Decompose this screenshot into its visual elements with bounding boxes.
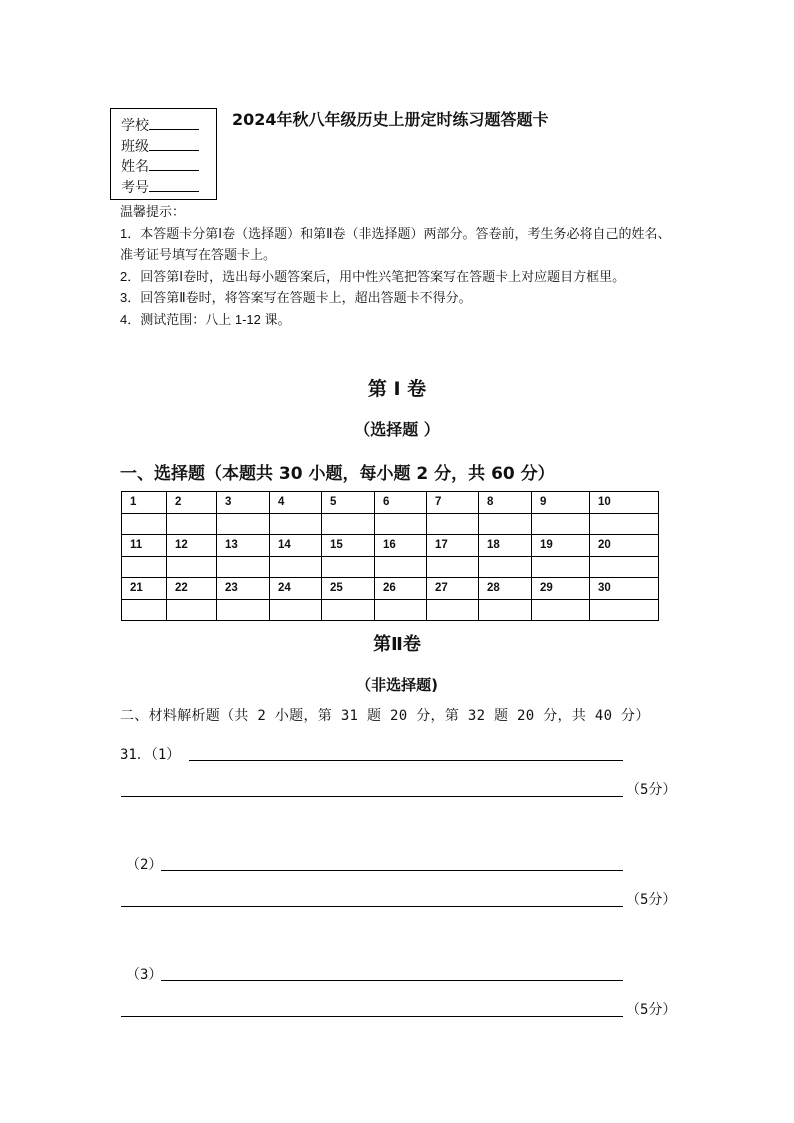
school-field[interactable] (149, 116, 199, 130)
score-label: （5分） (626, 1002, 677, 1018)
question-number-cell: 3 (217, 492, 270, 514)
q31-2-answer-line[interactable] (161, 870, 623, 871)
part2-subtitle: （非选择题) (356, 676, 438, 694)
question-number-cell: 9 (532, 492, 590, 514)
q31-3-label: （3） (126, 967, 163, 983)
part2-title: 第Ⅱ卷 (373, 634, 421, 655)
answer-cell[interactable] (217, 513, 270, 535)
q31-3-answer-line[interactable] (121, 1016, 623, 1017)
question-number-cell: 11 (122, 535, 167, 557)
student-info-box (110, 108, 217, 200)
name-label: 姓名 (121, 158, 149, 174)
notice-line: 2．回答第Ⅰ卷时，选出每小题答案后，用中性兴笔把答案写在答题卡上对应题目方框里。 (120, 268, 626, 284)
part2-section-heading: 二、材料解析题（共 2 小题，第 31 题 20 分，第 32 题 20 分，共 40 分） (120, 708, 650, 724)
q31-1-answer-line[interactable] (189, 760, 623, 761)
page-title: 2024年秋八年级历史上册定时练习题答题卡 (232, 110, 549, 129)
question-number-cell: 12 (167, 535, 217, 557)
question-number-cell: 5 (322, 492, 375, 514)
part1-subtitle: （选择题 ） (354, 420, 440, 439)
class-row (121, 136, 216, 157)
score-label: （5分） (626, 892, 677, 908)
question-number-cell: 17 (427, 535, 479, 557)
question-number-cell: 14 (270, 535, 322, 557)
question-number-cell: 19 (532, 535, 590, 557)
answer-cell[interactable] (375, 556, 427, 578)
question-number-row (122, 578, 659, 600)
answer-cell[interactable] (322, 599, 375, 621)
answer-cell[interactable] (167, 556, 217, 578)
question-number-cell: 29 (532, 578, 590, 600)
notice (120, 201, 680, 330)
exam-no-label: 考号 (121, 178, 149, 195)
q31-1-answer-line[interactable] (121, 796, 623, 797)
answer-grid (121, 491, 659, 621)
class-field[interactable] (149, 137, 199, 151)
answer-cell[interactable] (427, 599, 479, 621)
answer-cell[interactable] (590, 556, 659, 578)
question-number-cell: 23 (217, 578, 270, 600)
notice-heading: 温馨提示： (120, 204, 186, 219)
answer-cell[interactable] (217, 599, 270, 621)
question-number-cell: 16 (375, 535, 427, 557)
question-number-cell: 4 (270, 492, 322, 514)
answer-row (122, 513, 659, 535)
answer-cell[interactable] (167, 599, 217, 621)
question-number-cell: 18 (479, 535, 532, 557)
notice-line: 3．回答第Ⅱ卷时，将答案写在答题卡上，超出答题卡不得分。 (120, 290, 472, 305)
part1-title: 第 I 卷 (367, 378, 427, 400)
question-number-cell: 22 (167, 578, 217, 600)
question-number-cell: 2 (167, 492, 217, 514)
answer-cell[interactable] (532, 513, 590, 535)
answer-cell[interactable] (590, 599, 659, 621)
school-label: 学校 (121, 117, 149, 133)
question-number-cell: 30 (590, 578, 659, 600)
answer-cell[interactable] (532, 599, 590, 621)
question-number-cell: 20 (590, 535, 659, 557)
answer-cell[interactable] (479, 513, 532, 535)
part1-section-heading: 一、选择题（本题共 30 小题，每小题 2 分，共 60 分） (120, 464, 555, 484)
q31-2-label: （2） (126, 857, 163, 873)
score-label: （5分） (626, 782, 677, 798)
answer-cell[interactable] (479, 599, 532, 621)
answer-cell[interactable] (122, 513, 167, 535)
answer-row (122, 599, 659, 621)
question-number-cell: 1 (122, 492, 167, 514)
school-row (121, 115, 216, 136)
answer-cell[interactable] (270, 513, 322, 535)
question-number-cell: 10 (590, 492, 659, 514)
question-number-cell: 21 (122, 578, 167, 600)
answer-cell[interactable] (427, 513, 479, 535)
q31-2-answer-line[interactable] (121, 906, 623, 907)
answer-cell[interactable] (167, 513, 217, 535)
q31-1-label: 31．（1） (120, 747, 181, 763)
answer-cell[interactable] (532, 556, 590, 578)
exam-no-field[interactable] (149, 178, 199, 192)
notice-line: 1．本答题卡分第Ⅰ卷（选择题）和第Ⅱ卷（非选择题）两部分。答卷前，考生务必将自己的姓名、准考证号填写在答题卡上。 (120, 225, 671, 262)
question-number-cell: 15 (322, 535, 375, 557)
question-number-cell: 13 (217, 535, 270, 557)
answer-cell[interactable] (122, 599, 167, 621)
question-number-cell: 7 (427, 492, 479, 514)
class-label: 班级 (121, 137, 149, 154)
answer-cell[interactable] (122, 556, 167, 578)
question-number-cell: 28 (479, 578, 532, 600)
q31-3-answer-line[interactable] (161, 980, 623, 981)
answer-cell[interactable] (375, 513, 427, 535)
question-number-cell: 27 (427, 578, 479, 600)
answer-cell[interactable] (322, 513, 375, 535)
notice-line: 4．测试范围：八上 1-12 课。 (120, 311, 291, 327)
name-field[interactable] (149, 157, 199, 171)
question-number-row (122, 492, 659, 514)
question-number-row (122, 535, 659, 557)
question-number-cell: 25 (322, 578, 375, 600)
answer-cell[interactable] (427, 556, 479, 578)
name-row (121, 156, 216, 177)
answer-cell[interactable] (270, 599, 322, 621)
question-number-cell: 26 (375, 578, 427, 600)
exam-no-row (121, 177, 216, 198)
answer-row (122, 556, 659, 578)
question-number-cell: 8 (479, 492, 532, 514)
answer-cell[interactable] (270, 556, 322, 578)
question-number-cell: 24 (270, 578, 322, 600)
answer-cell[interactable] (217, 556, 270, 578)
answer-cell[interactable] (479, 556, 532, 578)
answer-cell[interactable] (322, 556, 375, 578)
answer-cell[interactable] (590, 513, 659, 535)
question-number-cell: 6 (375, 492, 427, 514)
answer-cell[interactable] (375, 599, 427, 621)
